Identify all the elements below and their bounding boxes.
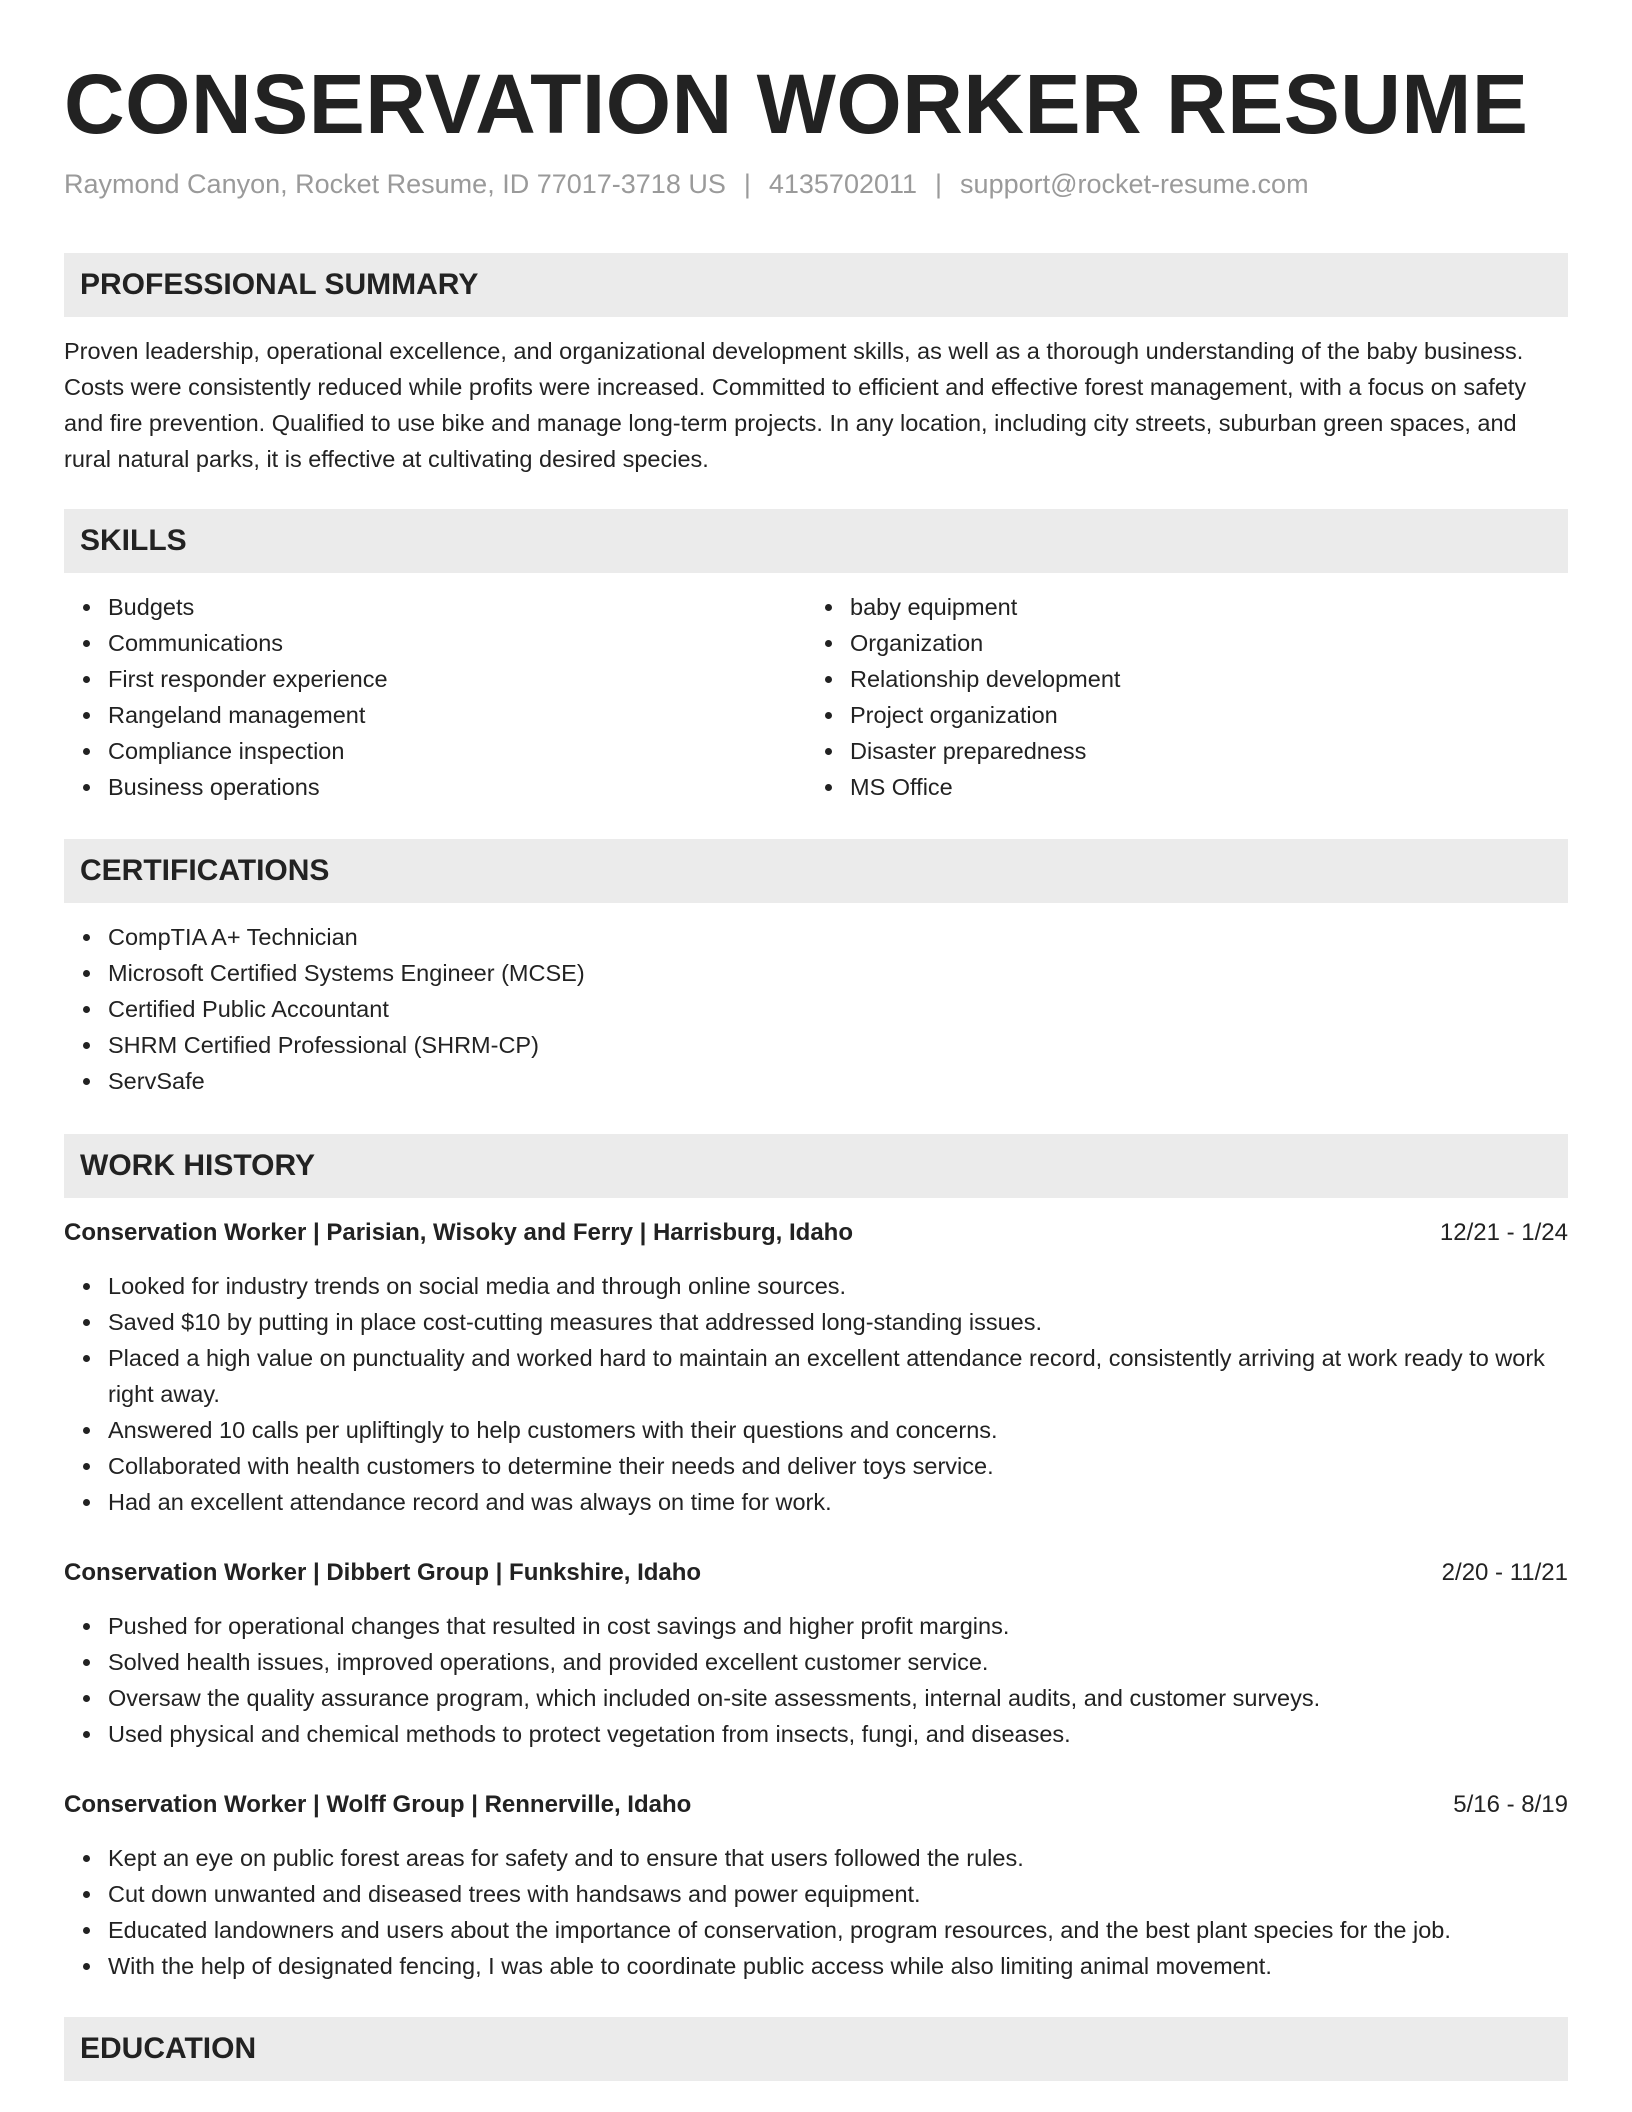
skills-list-right [806,589,1550,805]
skill-item: baby equipment [850,589,1550,625]
job-dates: 5/16 - 8/19 [1453,1791,1568,1818]
job-bullet: Looked for industry trends on social media and through online sources. [108,1268,1568,1304]
job-dates: 2/20 - 11/21 [1441,1559,1568,1586]
contact-address: Raymond Canyon, Rocket Resume, ID 77017-3718 US [64,169,726,199]
job-title: Conservation Worker | Dibbert Group | Funkshire, Idaho [64,1559,702,1586]
job-title: Conservation Worker | Wolff Group | Rennerville, Idaho [64,1791,692,1818]
summary-text: Proven leadership, operational excellence, and organizational development skills, as well as a thorough understanding of the baby business. Costs were consistently reduced while profits were increased. Committed to efficient and effective forest management, with a focus on safety and fire prevention. Qualified to use bike and manage long-term projects. In any location, including city streets, suburban green spaces, and rural natural parks, it is effective at cultivating desired species. [64,338,1527,472]
certification-item: CompTIA A+ Technician [108,919,1568,955]
contact-separator: | [935,169,943,199]
job-bullets [64,1840,1568,1984]
job-bullet: Answered 10 calls per upliftingly to help customers with their questions and concerns. [108,1412,1568,1448]
job-bullet: Pushed for operational changes that resulted in cost savings and higher profit margins. [108,1608,1568,1644]
contact-separator: | [743,169,751,199]
job-bullet: Used physical and chemical methods to protect vegetation from insects, fungi, and diseases. [108,1716,1568,1752]
section-heading-work-history: WORK HISTORY [64,1134,1568,1198]
skill-item: First responder experience [108,661,808,697]
job-bullet: Saved $10 by putting in place cost-cutting measures that addressed long-standing issues. [108,1304,1568,1340]
skill-item: Relationship development [850,661,1550,697]
certification-item: ServSafe [108,1063,1568,1099]
job-bullet: Had an excellent attendance record and was always on time for work. [108,1484,1568,1520]
contact-line [64,166,1309,202]
contact-email: support@rocket-resume.com [960,169,1309,199]
job-bullets [64,1608,1568,1752]
certification-item: SHRM Certified Professional (SHRM-CP) [108,1027,1568,1063]
job-bullet: Collaborated with health customers to determine their needs and deliver toys service. [108,1448,1568,1484]
section-heading-summary: PROFESSIONAL SUMMARY [64,253,1568,317]
skill-item: Organization [850,625,1550,661]
skill-item: Communications [108,625,808,661]
job-dates: 12/21 - 1/24 [1439,1219,1568,1246]
certification-item: Certified Public Accountant [108,991,1568,1027]
skill-item: Project organization [850,697,1550,733]
skill-item: Budgets [108,589,808,625]
section-heading-education: EDUCATION [64,2017,1568,2081]
skill-item: MS Office [850,769,1550,805]
job-bullets [64,1268,1568,1520]
contact-phone: 4135702011 [768,169,918,199]
certification-item: Microsoft Certified Systems Engineer (MCSE) [108,955,1568,991]
job-bullet: Educated landowners and users about the importance of conservation, program resources, and the best plant species for the job. [108,1912,1568,1948]
certifications-list [64,919,1568,1099]
resume-title: CONSERVATION WORKER RESUME [64,57,1529,151]
section-heading-certifications: CERTIFICATIONS [64,839,1568,903]
skill-item: Compliance inspection [108,733,808,769]
job-bullet: With the help of designated fencing, I was able to coordinate public access while also limiting animal movement. [108,1948,1568,1984]
skill-item: Business operations [108,769,808,805]
skill-item: Rangeland management [108,697,808,733]
skill-item: Disaster preparedness [850,733,1550,769]
job-bullet: Solved health issues, improved operations, and provided excellent customer service. [108,1644,1568,1680]
section-heading-skills: SKILLS [64,509,1568,573]
job-title: Conservation Worker | Parisian, Wisoky and Ferry | Harrisburg, Idaho [64,1219,853,1246]
job-bullet: Kept an eye on public forest areas for safety and to ensure that users followed the rules. [108,1840,1568,1876]
job-bullet: Cut down unwanted and diseased trees with handsaws and power equipment. [108,1876,1568,1912]
job-bullet: Oversaw the quality assurance program, which included on-site assessments, internal audits, and customer surveys. [108,1680,1568,1716]
skills-list-left [64,589,808,805]
job-bullet: Placed a high value on punctuality and worked hard to maintain an excellent attendance record, consistently arriving at work ready to work right away. [108,1340,1568,1412]
